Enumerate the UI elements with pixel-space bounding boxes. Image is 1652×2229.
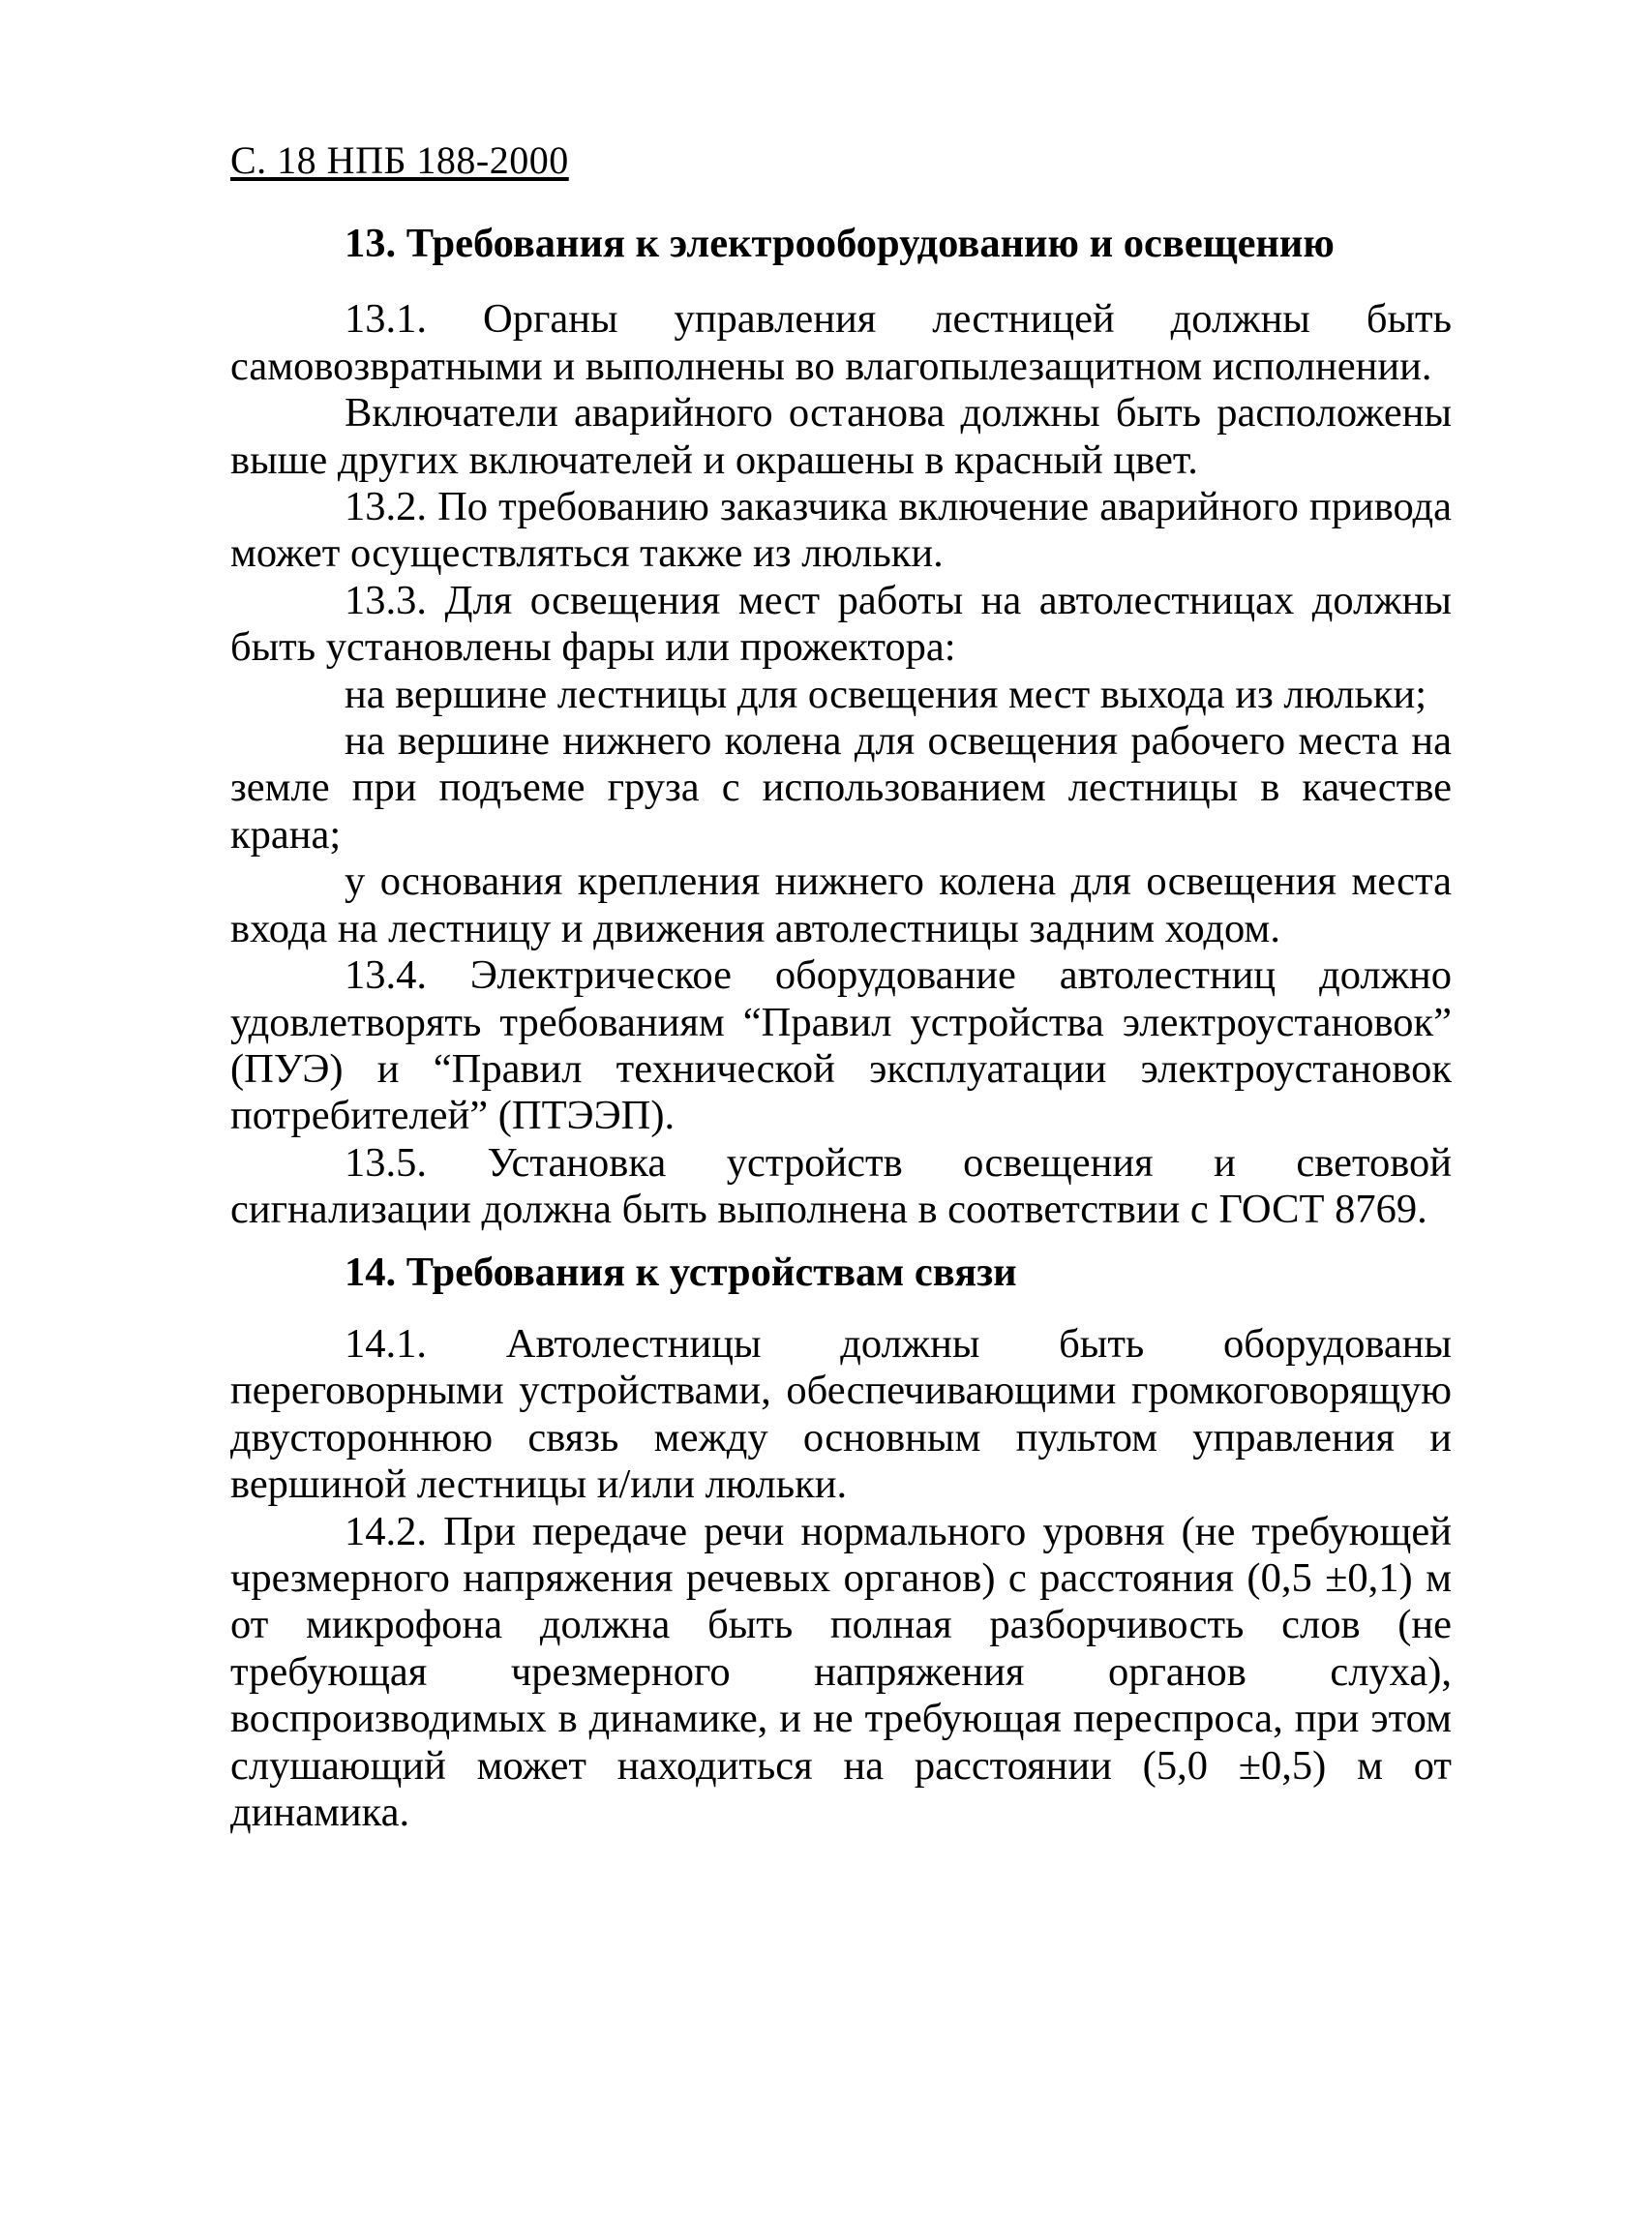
paragraph-13-1: 13.1. Органы управления лестницей должны быть самовозвратными и выполнены во влагопылезащитном исполнении. (230, 296, 1452, 389)
paragraph-14-1: 14.1. Автолестницы должны быть оборудованы переговорными устройствами, обеспечивающими громкоговорящую двустороннюю связь между основным пультом управления и вершиной лестницы и/или люльки. (230, 1320, 1452, 1508)
paragraph-13-3-item-lower-knee: на вершине нижнего колена для освещения рабочего места на земле при подъеме груза с использованием лестницы в качестве крана; (230, 718, 1452, 858)
paragraph-14-2: 14.2. При передаче речи нормального уровня (не требующей чрезмерного напряжения речевых органов) с расстояния (0,5 ±0,1) м от микрофона должна быть полная разборчивость слов (не требующая чрезмерного напряжения органов слуха), воспроизводимых в динамике, и не требующая переспроса, при этом слушающий может находиться на расстоянии (5,0 ±0,5) м от динамика. (230, 1508, 1452, 1835)
section-14-heading: 14. Требования к устройствам связи (345, 1249, 1017, 1295)
paragraph-13-3-item-top: на вершине лестницы для освещения мест выхода из люльки; (345, 671, 1427, 717)
paragraph-13-5: 13.5. Установка устройств освещения и световой сигнализации должна быть выполнена в соответствии с ГОСТ 8769. (230, 1139, 1452, 1233)
page-content (230, 221, 1452, 1836)
paragraph-13-4: 13.4. Электрическое оборудование автолестниц должно удовлетворять требованиям “Правил устройства электроустановок” (ПУЭ) и “Правил технической эксплуатации электроустановок потребителей” (ПТЭЭП). (230, 952, 1452, 1139)
paragraph-13-3-item-base: у основания крепления нижнего колена для освещения места входа на лестницу и движения автолестницы задним ходом. (230, 858, 1452, 951)
paragraph-13-2: 13.2. По требованию заказчика включение аварийного привода может осуществляться также из люльки. (230, 484, 1452, 577)
paragraph-13-1-emergency-switches: Включатели аварийного останова должны быть расположены выше других включателей и окрашены в красный цвет. (230, 390, 1452, 483)
paragraph-13-3: 13.3. Для освещения мест работы на автолестницах должны быть установлены фары или прожектора: (230, 577, 1452, 671)
section-13-heading: 13. Требования к электрооборудованию и освещению (345, 221, 1335, 266)
page-header: С. 18 НПБ 188-2000 (230, 138, 569, 182)
